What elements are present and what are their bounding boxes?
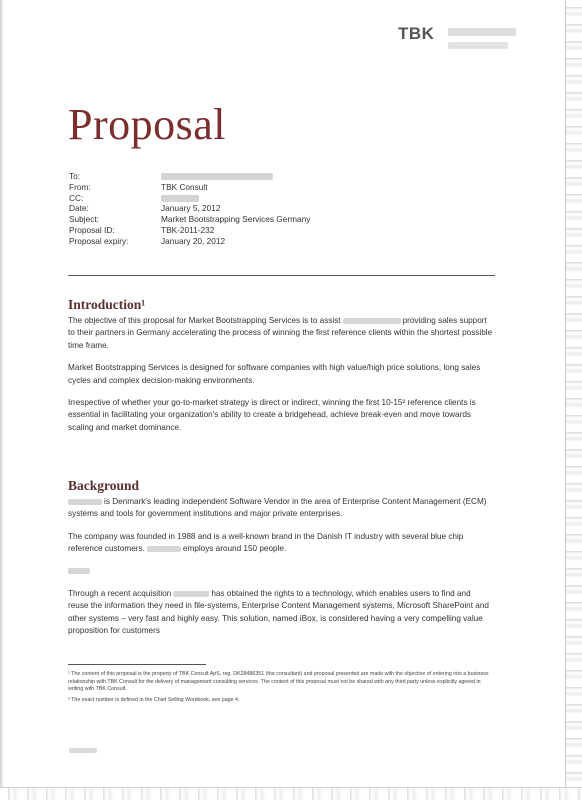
redacted-recipient <box>161 173 273 180</box>
meta-row-cc <box>69 193 489 204</box>
footnote-1: ¹ The content of this proposal is the property of TBK Consult ApS, reg. DK28486351 (the consultant) and proposal presented are made with the objective of entering into a business relationship with TBK Consult for the delivery of management consulting services. The content of this proposal must not be shared with any third party unless explicitly agreed in writing with TBK Consult. <box>68 671 489 693</box>
meta-label: To: <box>69 171 81 181</box>
footnotes <box>68 671 493 707</box>
redacted-company-name <box>343 318 401 324</box>
logo-tagline-redacted <box>448 28 516 36</box>
background-paragraph-3 <box>68 588 493 638</box>
meta-label: Date: <box>69 203 89 214</box>
meta-row-proposal-expiry <box>69 236 489 247</box>
meta-row-from <box>69 182 489 193</box>
meta-value: TBK-2011-232 <box>161 224 215 235</box>
redacted-company-name <box>68 499 102 505</box>
paragraph-text: is Denmark's leading independent Software Vendor in the area of Enterprise Content Management (ECM) systems and tools for government institutions and major private enterprises. <box>68 497 487 519</box>
meta-label: Proposal ID: <box>69 224 115 235</box>
document-title: Proposal <box>68 100 226 149</box>
intro-paragraph-2: Market Bootstrapping Services is designed for software companies with high value/high price solutions, long sales cycles and complex decision-making environments. <box>68 363 481 385</box>
meta-value: January 20, 2012 <box>161 235 226 246</box>
background-subheading-redacted <box>68 566 493 578</box>
footnote-divider <box>68 664 206 665</box>
section-background <box>68 478 493 648</box>
redacted-company-name <box>147 546 181 552</box>
meta-value: TBK Consult <box>161 181 208 192</box>
paragraph-text: Through a recent acquisition <box>68 589 172 599</box>
redacted-subheading <box>68 568 90 574</box>
intro-paragraph-1 <box>68 315 493 352</box>
redacted-cc <box>161 195 199 202</box>
meta-label: Proposal expiry: <box>69 235 129 246</box>
paragraph-text: The objective of this proposal for Market Bootstrapping Services is to assist <box>68 316 341 325</box>
logo-subtagline-redacted <box>448 42 508 49</box>
page-number-redacted <box>69 748 97 753</box>
meta-row-to <box>69 171 489 182</box>
paragraph-text: providing sales support to their partners in Germany accelerating the process of winning the first reference clients within the shortest possible time frame. <box>68 316 493 350</box>
paragraph-text: The company was founded in 1988 and is a well-known brand in the Danish IT industry with several blue chip reference customers. <box>68 531 464 554</box>
meta-value <box>161 193 489 204</box>
paragraph-text: employs around 150 people. <box>182 544 287 554</box>
meta-value: Market Bootstrapping Services Germany <box>161 214 311 225</box>
meta-label: Subject: <box>69 214 99 225</box>
intro-paragraph-3: Irrespective of whether your go-to-market strategy is direct or indirect, winning the first 10-15² reference clients is essential in facilitating your organization's ability to create a bridgehead, achieve break-even and move towards scaling and market dominance. <box>68 398 476 432</box>
section-heading: Introduction¹ <box>68 297 146 312</box>
proposal-meta-table <box>69 171 489 247</box>
meta-row-subject <box>69 214 489 225</box>
company-logo <box>398 24 434 44</box>
logo-mark: TBK <box>398 24 435 43</box>
header-divider <box>68 275 495 276</box>
section-heading: Background <box>68 478 140 493</box>
torn-edge-right <box>565 0 582 800</box>
meta-label: CC: <box>69 192 84 203</box>
meta-value <box>161 171 489 182</box>
page-left-shadow <box>0 0 4 800</box>
meta-value: January 5, 2012 <box>161 203 221 214</box>
background-paragraph-1 <box>68 496 493 521</box>
footnote-2: ² The exact number is defined in the Chief Selling Workbook, see page 4. <box>68 696 240 703</box>
meta-row-date <box>69 203 489 214</box>
paragraph-text: has obtained the rights to a technology, which enables users to find and reuse the information they need in file-systems, Enterprise Content Management systems, Microsoft SharePoint and other systems – very fast and highly easy. This solution, named iBox, is considered having a very compelling value proposition for customers <box>68 589 489 636</box>
background-paragraph-2 <box>68 531 493 556</box>
section-introduction <box>68 297 493 444</box>
meta-label: From: <box>69 181 91 192</box>
meta-row-proposal-id <box>69 225 489 236</box>
redacted-company-name <box>173 591 209 597</box>
torn-edge-bottom <box>0 787 582 800</box>
